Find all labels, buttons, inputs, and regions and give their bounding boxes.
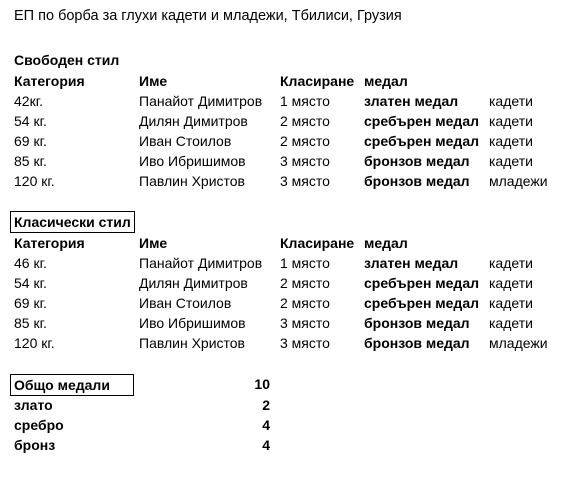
cell-category: 120 кг. [14, 335, 55, 351]
table-row [0, 131, 573, 151]
table-row [0, 333, 573, 353]
cell-group: кадети [489, 113, 533, 129]
cell-place: 2 място [280, 275, 330, 291]
cell-category: 54 кг. [14, 113, 47, 129]
cell-group: кадети [489, 153, 533, 169]
table-row [0, 253, 573, 273]
cell-place: 3 място [280, 335, 330, 351]
freestyle-header-row [0, 71, 573, 91]
freestyle-heading: Свободен стил [14, 52, 120, 68]
summary-value: 2 [262, 397, 270, 413]
table-row [0, 111, 573, 131]
cell-category: 69 кг. [14, 133, 47, 149]
cell-group: кадети [489, 275, 533, 291]
cell-place: 3 място [280, 315, 330, 331]
cell-medal: бронзов медал [364, 173, 470, 189]
col-header-name: Име [139, 235, 168, 251]
summary-label: бронз [14, 437, 56, 453]
cell-medal: бронзов медал [364, 335, 470, 351]
cell-group: кадети [489, 315, 533, 331]
table-row [0, 313, 573, 333]
col-header-place: Класиране [280, 73, 355, 89]
cell-name: Иво Ибришимов [139, 153, 246, 169]
cell-name: Павлин Христов [139, 173, 245, 189]
summary-value: 4 [262, 437, 270, 453]
cell-medal: златен медал [364, 255, 459, 271]
cell-group: младежи [489, 173, 548, 189]
cell-category: 85 кг. [14, 315, 47, 331]
cell-place: 2 място [280, 133, 330, 149]
table-row [0, 171, 573, 191]
table-row [0, 151, 573, 171]
summary-value: 4 [262, 417, 270, 433]
cell-place: 1 място [280, 93, 330, 109]
cell-place: 2 място [280, 295, 330, 311]
cell-place: 1 място [280, 255, 330, 271]
total-medals-value: 10 [254, 376, 270, 392]
table-row [0, 91, 573, 111]
cell-medal: сребърен медал [364, 275, 480, 291]
cell-name: Иво Ибришимов [139, 315, 246, 331]
cell-medal: сребърен медал [364, 113, 480, 129]
col-header-name: Име [139, 73, 168, 89]
table-row [0, 273, 573, 293]
classic-header-row [0, 233, 573, 253]
cell-name: Иван Стоилов [139, 133, 232, 149]
cell-name: Павлин Христов [139, 335, 245, 351]
cell-category: 42кг. [14, 93, 43, 109]
total-medals-label: Общо медали [10, 374, 134, 396]
cell-category: 85 кг. [14, 153, 47, 169]
summary-label: злато [14, 397, 53, 413]
cell-place: 2 място [280, 113, 330, 129]
table-row [0, 293, 573, 313]
cell-category: 54 кг. [14, 275, 47, 291]
classic-heading: Класически стил [10, 211, 135, 233]
cell-name: Дилян Димитров [139, 275, 248, 291]
summary-label: сребро [14, 417, 64, 433]
cell-group: кадети [489, 133, 533, 149]
cell-group: кадети [489, 93, 533, 109]
cell-group: младежи [489, 335, 548, 351]
cell-place: 3 място [280, 153, 330, 169]
cell-medal: златен медал [364, 93, 459, 109]
cell-medal: сребърен медал [364, 295, 480, 311]
cell-medal: сребърен медал [364, 133, 480, 149]
cell-group: кадети [489, 295, 533, 311]
cell-category: 120 кг. [14, 173, 55, 189]
page-title: ЕП по борба за глухи кадети и младежи, Тбилиси, Грузия [14, 8, 402, 24]
cell-name: Панайот Димитров [139, 93, 263, 109]
col-header-medal: медал [364, 73, 408, 89]
col-header-category: Категория [14, 235, 85, 251]
cell-name: Дилян Димитров [139, 113, 248, 129]
cell-place: 3 място [280, 173, 330, 189]
cell-medal: бронзов медал [364, 153, 470, 169]
cell-group: кадети [489, 255, 533, 271]
col-header-medal: медал [364, 235, 408, 251]
cell-name: Панайот Димитров [139, 255, 263, 271]
freestyle-heading-row [0, 50, 573, 70]
col-header-category: Категория [14, 73, 85, 89]
cell-name: Иван Стоилов [139, 295, 232, 311]
col-header-place: Класиране [280, 235, 355, 251]
cell-category: 46 кг. [14, 255, 47, 271]
cell-category: 69 кг. [14, 295, 47, 311]
cell-medal: бронзов медал [364, 315, 470, 331]
